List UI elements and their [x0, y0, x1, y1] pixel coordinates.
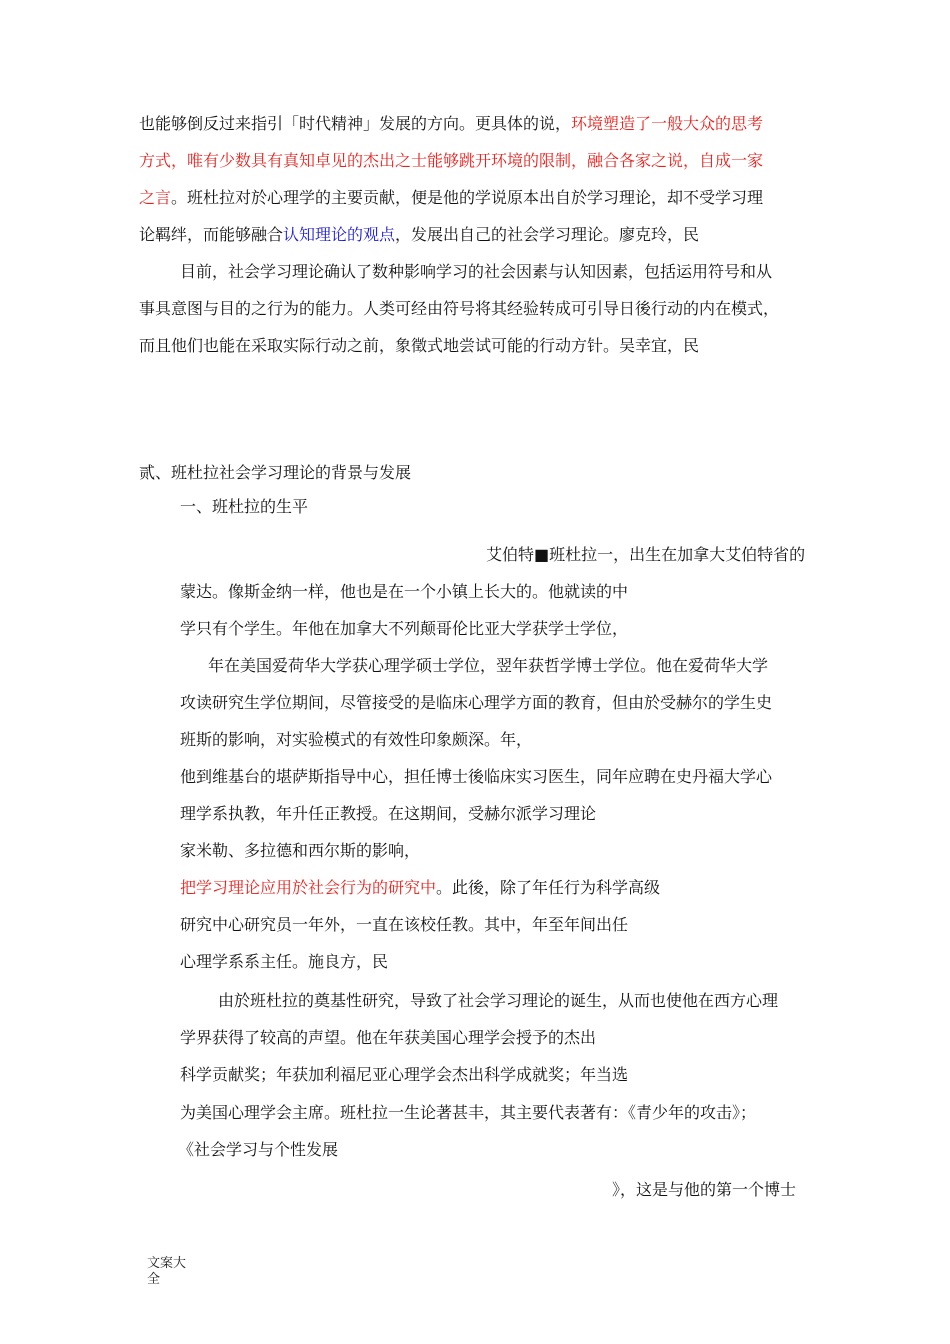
highlight-red: 之言	[139, 188, 172, 207]
text: 。此後，除了年任行为科学高级	[436, 878, 661, 897]
subsection-heading: 一、班杜拉的生平	[180, 497, 309, 516]
text: 。班杜拉对於心理学的主要贡献，便是他的学说原本出自於学习理论，却不受学习理	[171, 188, 764, 207]
para1-line-1	[139, 114, 763, 134]
bio-line-11: 研究中心研究员一年外，一直在该校任教。其中，年至年间出任	[180, 915, 629, 934]
bio-line-4: 年在美国爱荷华大学获心理学硕士学位，翌年获哲学博士学位。他在爱荷华大学	[208, 656, 769, 675]
highlight-red: 把学习理论应用於社会行为的研究中	[180, 878, 437, 897]
honors-line-4: 为美国心理学会主席。班杜拉一生论著甚丰，其主要代表著有：《青少年的攻击》；	[180, 1103, 757, 1122]
text: 论羁绊，而能够融合	[139, 225, 284, 244]
honors-line-1: 由於班杜拉的奠基性研究，导致了社会学习理论的诞生，从而也使他在西方心理	[218, 991, 779, 1010]
footer-label: 文案大全	[147, 1256, 187, 1287]
honors-line-6: 》，这是与他的第一个博士	[612, 1180, 797, 1199]
para2-line-1: 目前，社会学习理论确认了数种影响学习的社会因素与认知因素，包括运用符号和从	[180, 262, 773, 281]
para2-line-2: 事具意图与目的之行为的能力。人类可经由符号将其经验转成可引导日後行动的内在模式，	[139, 299, 780, 318]
honors-line-3: 科学贡献奖；年获加利福尼亚心理学会杰出科学成就奖；年当选	[180, 1065, 629, 1084]
honors-line-2: 学界获得了较高的声望。他在年获美国心理学会授予的杰出	[180, 1028, 597, 1047]
section-heading: 贰、班杜拉社会学习理论的背景与发展	[139, 463, 412, 482]
text: 也能够倒反过来指引「时代精神」发展的方向。更具体的说，	[139, 114, 572, 133]
bio-line-12: 心理学系系主任。施良方，民	[180, 952, 389, 971]
bio-line-7: 他到维基台的堪萨斯指导中心，担任博士後临床实习医生，同年应聘在史丹福大学心	[180, 767, 773, 786]
bio-line-2: 蒙达。像斯金纳一样，他也是在一个小镇上长大的。他就读的中	[180, 582, 629, 601]
para1-line-2: 方式，唯有少数具有真知卓见的杰出之士能够跳开环境的限制，融合各家之说，自成一家	[139, 151, 764, 170]
bio-line-3: 学只有个学生。年他在加拿大不列颠哥伦比亚大学获学士学位，	[180, 619, 629, 638]
honors-line-5: 《社会学习与个性发展	[178, 1140, 339, 1159]
para2-line-3: 而且他们也能在采取实际行动之前，象徵式地尝试可能的行动方针。吴幸宜，民	[139, 336, 700, 355]
para1-line-4	[139, 225, 699, 245]
bio-line-9: 家米勒、多拉德和西尔斯的影响，	[180, 841, 421, 860]
bio-line-8: 理学系执教，年升任正教授。在这期间，受赫尔派学习理论	[180, 804, 597, 823]
bio-line-5: 攻读研究生学位期间，尽管接受的是临床心理学方面的教育，但由於受赫尔的学生史	[180, 693, 773, 712]
para1-line-3	[139, 188, 763, 208]
bio-line-10	[180, 878, 660, 898]
highlight-red: 环境塑造了一般大众的思考	[571, 114, 764, 133]
bio-line-1: 艾伯特■班杜拉一，出生在加拿大艾伯特省的	[486, 545, 806, 564]
highlight-blue: 认知理论的观点	[283, 225, 396, 244]
bio-line-6: 班斯的影响，对实验模式的有效性印象颇深。年，	[180, 730, 533, 749]
text: ，发展出自己的社会学习理论。廖克玲，民	[395, 225, 700, 244]
